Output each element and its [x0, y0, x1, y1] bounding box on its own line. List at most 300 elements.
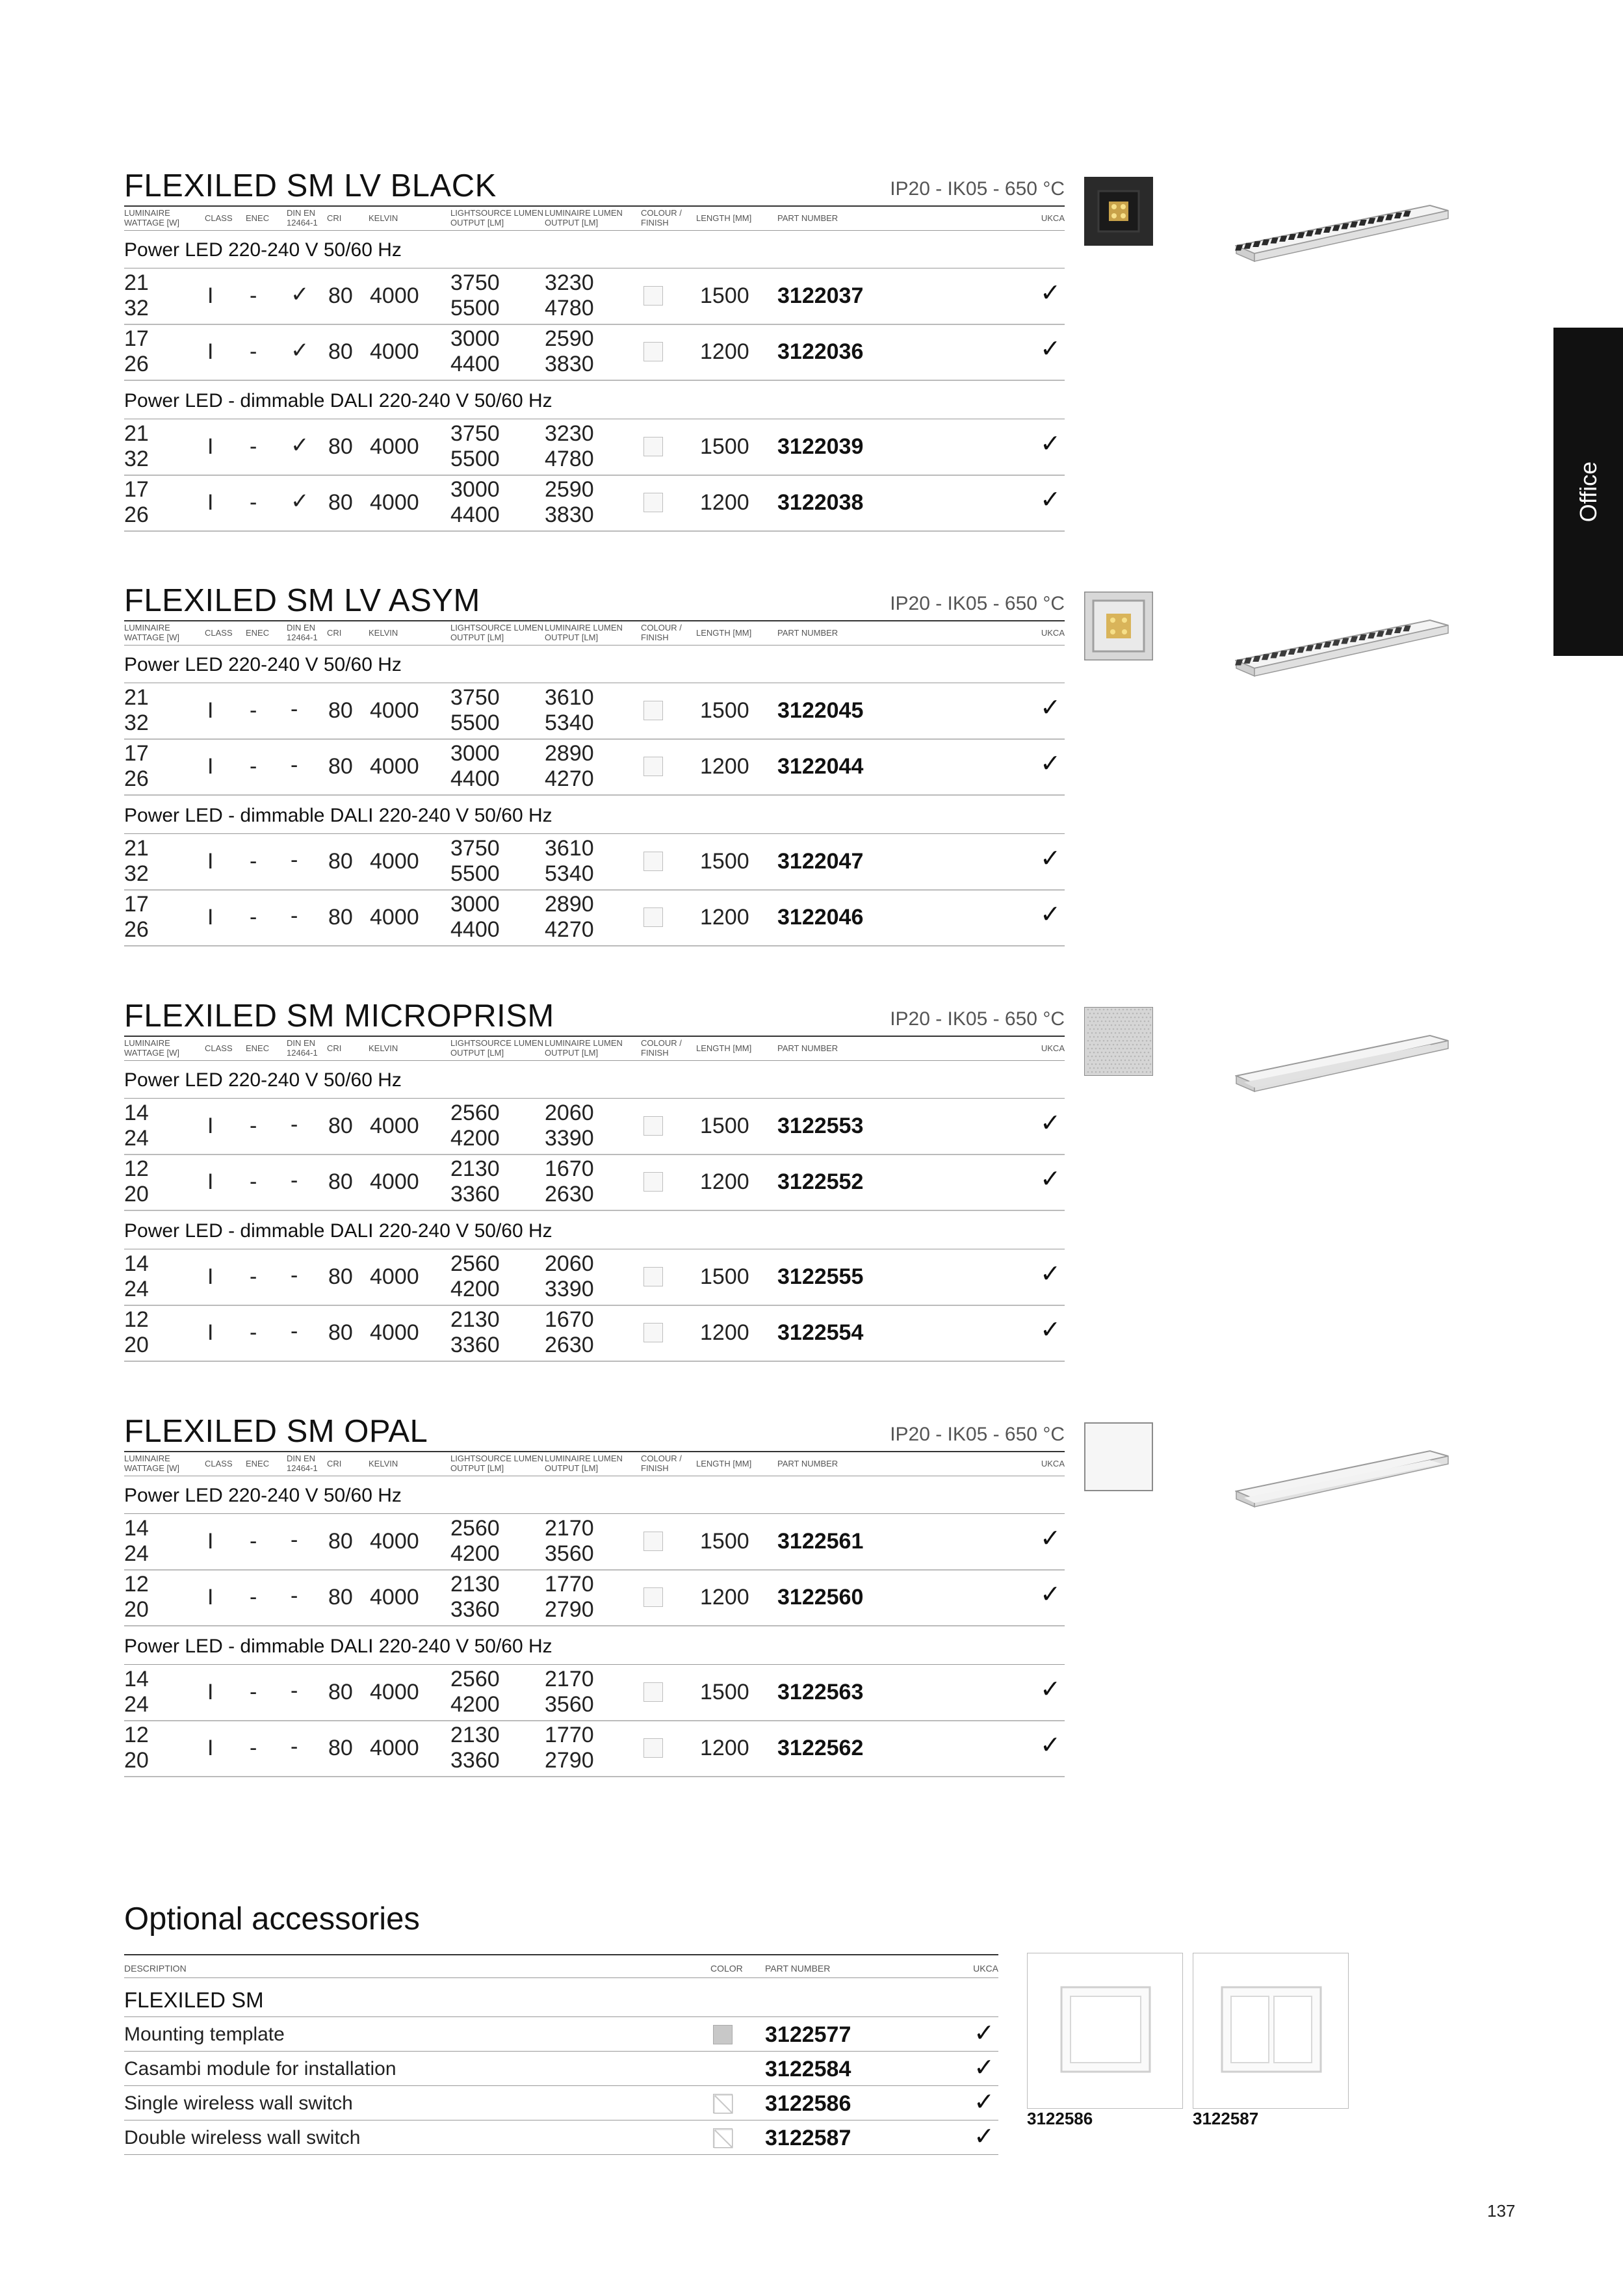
cri-value: 80	[328, 698, 353, 723]
luminaire-lumen-value: 2890	[545, 892, 594, 917]
accessory-part-number[interactable]: 3122587	[765, 2126, 851, 2150]
table-row	[124, 1665, 1065, 1721]
col-header-lum_lumen: LUMINAIRE LUMEN OUTPUT [LM]	[545, 208, 623, 228]
ukca-check: ✓	[1040, 1581, 1061, 1608]
ukca-check: ✓	[1040, 1732, 1061, 1759]
din-value: -	[291, 1319, 298, 1344]
length-value: 1200	[700, 1320, 749, 1345]
group-label: Power LED - dimmable DALI 220-240 V 50/60 Hz	[124, 1220, 552, 1242]
ukca-check: ✓	[974, 2089, 994, 2116]
cri-value: 80	[328, 283, 353, 308]
ukca-check: ✓	[1040, 335, 1061, 363]
double-switch-label: 3122587	[1193, 2109, 1259, 2128]
kelvin-value: 4000	[370, 1264, 419, 1289]
lightsource-lumen-value: 3750	[450, 836, 500, 861]
col-header-length: LENGTH [MM]	[696, 1459, 752, 1468]
wattage-value: 21	[124, 270, 149, 295]
kelvin-value: 4000	[370, 339, 419, 364]
length-value: 1500	[700, 283, 749, 308]
enec-value: -	[250, 849, 257, 874]
luminaire-lumen-value: 3390	[545, 1126, 594, 1151]
enec-value: -	[250, 1585, 257, 1610]
part-number[interactable]: 3122045	[777, 698, 864, 723]
finish-swatch	[643, 1323, 663, 1342]
length-value: 1200	[700, 754, 749, 779]
col-header-ukca: UKCA	[1041, 1043, 1065, 1053]
col-header-kelvin: KELVIN	[369, 628, 398, 638]
lightsource-lumen-value: 2560	[450, 1251, 500, 1276]
lightsource-lumen-value: 2130	[450, 1572, 500, 1597]
col-header-colour: COLOUR / FINISH	[641, 1038, 682, 1058]
table-row	[124, 420, 1065, 476]
table-row	[124, 269, 1065, 325]
ukca-check: ✓	[1040, 486, 1061, 514]
divider	[124, 1664, 1065, 1665]
divider	[124, 1954, 998, 1955]
lightsource-lumen-value: 4200	[450, 1126, 500, 1151]
enec-value: -	[250, 1114, 257, 1138]
cri-value: 80	[328, 1264, 353, 1289]
col-header-din: DIN EN 12464-1	[287, 208, 318, 228]
col-header-lum_lumen: LUMINAIRE LUMEN OUTPUT [LM]	[545, 623, 623, 642]
luminaire-lumen-value: 4270	[545, 766, 594, 791]
col-header-length: LENGTH [MM]	[696, 628, 752, 638]
section-title: FLEXILED SM MICROPRISM	[124, 998, 554, 1034]
part-number[interactable]: 3122044	[777, 754, 864, 779]
class-value: I	[207, 1114, 214, 1138]
luminaire-lumen-value: 3230	[545, 270, 594, 295]
din-value: -	[291, 1584, 298, 1608]
luminaire-icon	[1235, 1426, 1449, 1530]
wattage-value: 17	[124, 741, 149, 766]
cri-value: 80	[328, 434, 353, 459]
lightsource-lumen-value: 3360	[450, 1333, 500, 1357]
wattage-value: 21	[124, 421, 149, 446]
product-image	[1235, 1426, 1449, 1530]
length-value: 1200	[700, 490, 749, 515]
part-number[interactable]: 3122038	[777, 490, 864, 515]
wattage-value: 24	[124, 1277, 149, 1301]
length-value: 1500	[700, 1529, 749, 1554]
accessories-group-label: FLEXILED SM	[124, 1988, 264, 2012]
wattage-value: 17	[124, 477, 149, 502]
col-header-part-number: PART NUMBER	[765, 1963, 831, 1974]
col-header-part: PART NUMBER	[777, 628, 838, 638]
product-section	[124, 582, 1065, 985]
luminaire-icon	[1235, 1011, 1449, 1115]
wattage-value: 12	[124, 1572, 149, 1597]
wattage-value: 12	[124, 1723, 149, 1747]
finish-swatch	[643, 437, 663, 456]
wattage-value: 20	[124, 1182, 149, 1207]
group-label: Power LED - dimmable DALI 220-240 V 50/60 Hz	[124, 1636, 552, 1657]
enec-value: -	[250, 339, 257, 364]
luminaire-lumen-value: 1670	[545, 1156, 594, 1181]
din-value: -	[291, 1263, 298, 1288]
accessory-row	[124, 2120, 998, 2154]
col-header-ukca: UKCA	[1041, 1459, 1065, 1468]
enec-value: -	[250, 905, 257, 930]
table-row	[124, 1099, 1065, 1155]
col-header-class: CLASS	[205, 628, 233, 638]
table-row	[124, 325, 1065, 381]
enec-value: -	[250, 754, 257, 779]
col-header-kelvin: KELVIN	[369, 1459, 398, 1468]
table-row	[124, 1721, 1065, 1777]
col-header-cri: CRI	[327, 213, 342, 223]
wattage-value: 32	[124, 861, 149, 886]
divider	[124, 1977, 998, 1978]
wattage-value: 26	[124, 917, 149, 942]
part-number[interactable]: 3122555	[777, 1264, 864, 1289]
col-header-wattage: LUMINAIRE WATTAGE [W]	[124, 1454, 179, 1473]
wattage-value: 24	[124, 1541, 149, 1566]
lightsource-lumen-value: 3000	[450, 741, 500, 766]
lightsource-lumen-value: 3000	[450, 477, 500, 502]
luminaire-lumen-value: 2590	[545, 326, 594, 351]
class-value: I	[207, 754, 214, 779]
ukca-check: ✓	[974, 2123, 994, 2150]
finish-swatch	[643, 1738, 663, 1758]
part-number[interactable]: 3122560	[777, 1585, 864, 1610]
lightsource-lumen-value: 5500	[450, 447, 500, 471]
group-label: Power LED - dimmable DALI 220-240 V 50/60 Hz	[124, 805, 552, 826]
luminaire-lumen-value: 3230	[545, 421, 594, 446]
col-header-description: DESCRIPTION	[124, 1963, 187, 1974]
wattage-value: 32	[124, 296, 149, 320]
class-value: I	[207, 849, 214, 874]
section-tab-office[interactable]	[1553, 328, 1623, 656]
col-header-part: PART NUMBER	[777, 213, 838, 223]
table-row	[124, 891, 1065, 946]
part-number[interactable]: 3122552	[777, 1169, 864, 1194]
part-number[interactable]: 3122039	[777, 434, 864, 459]
ukca-check: ✓	[974, 2054, 994, 2081]
accessories-title: Optional accessories	[124, 1901, 420, 1937]
kelvin-value: 4000	[370, 1736, 419, 1760]
kelvin-value: 4000	[370, 849, 419, 874]
col-header-part: PART NUMBER	[777, 1459, 838, 1468]
class-value: I	[207, 434, 214, 459]
finish-swatch	[643, 1587, 663, 1607]
part-number[interactable]: 3122046	[777, 905, 864, 930]
cri-value: 80	[328, 1680, 353, 1704]
part-number[interactable]: 3122561	[777, 1529, 864, 1554]
col-header-class: CLASS	[205, 213, 233, 223]
accessory-description: Double wireless wall switch	[124, 2127, 361, 2148]
wattage-value: 32	[124, 711, 149, 735]
wattage-value: 14	[124, 1667, 149, 1691]
thumb-opal	[1084, 1422, 1153, 1491]
thumb-microprism	[1084, 1007, 1153, 1076]
lightsource-lumen-value: 3000	[450, 326, 500, 351]
enec-value: -	[250, 1320, 257, 1345]
kelvin-value: 4000	[370, 1320, 419, 1345]
accessory-part-number[interactable]: 3122586	[765, 2091, 851, 2116]
luminaire-lumen-value: 5340	[545, 711, 594, 735]
lightsource-lumen-value: 5500	[450, 711, 500, 735]
length-value: 1200	[700, 339, 749, 364]
finish-swatch	[643, 852, 663, 871]
lightsource-lumen-value: 4400	[450, 917, 500, 942]
lightsource-lumen-value: 2130	[450, 1723, 500, 1747]
col-header-wattage: LUMINAIRE WATTAGE [W]	[124, 1038, 179, 1058]
lightsource-lumen-value: 3000	[450, 892, 500, 917]
group-label: Power LED 220-240 V 50/60 Hz	[124, 1069, 402, 1091]
wattage-value: 24	[124, 1126, 149, 1151]
class-value: I	[207, 1169, 214, 1194]
cri-value: 80	[328, 1529, 353, 1554]
luminaire-lumen-value: 1770	[545, 1723, 594, 1747]
table-row	[124, 476, 1065, 532]
din-value: ✓	[291, 338, 309, 363]
double-switch-image	[1193, 1953, 1349, 2109]
din-value: -	[291, 1168, 298, 1193]
luminaire-lumen-value: 2630	[545, 1182, 594, 1207]
finish-swatch	[643, 1116, 663, 1136]
wattage-value: 14	[124, 1516, 149, 1541]
col-header-enec: ENEC	[246, 628, 270, 638]
kelvin-value: 4000	[370, 698, 419, 723]
divider	[124, 645, 1065, 646]
din-value: ✓	[291, 433, 309, 458]
class-value: I	[207, 1264, 214, 1289]
color-swatch-white	[713, 2094, 733, 2113]
ukca-check: ✓	[1040, 1525, 1061, 1552]
length-value: 1500	[700, 1114, 749, 1138]
wattage-value: 12	[124, 1307, 149, 1332]
ukca-check: ✓	[1040, 1676, 1061, 1703]
color-swatch-grey	[713, 2025, 733, 2044]
rating-label: IP20 - IK05 - 650 °C	[890, 178, 1065, 200]
section-tab-label: Office	[1574, 461, 1602, 523]
din-value: -	[291, 1528, 298, 1552]
din-value: -	[291, 848, 298, 872]
single-switch-label: 3122586	[1027, 2109, 1093, 2128]
din-value: -	[291, 1678, 298, 1703]
thumb-black	[1084, 177, 1153, 246]
col-header-colour: COLOUR / FINISH	[641, 1454, 682, 1473]
finish-black-icon	[1084, 177, 1153, 246]
wattage-value: 21	[124, 685, 149, 710]
wattage-value: 14	[124, 1101, 149, 1125]
ukca-check: ✓	[1040, 901, 1061, 928]
luminaire-lumen-value: 4780	[545, 447, 594, 471]
kelvin-value: 4000	[370, 434, 419, 459]
ukca-check: ✓	[1040, 1316, 1061, 1344]
col-header-ls_lumen: LIGHTSOURCE LUMEN OUTPUT [LM]	[450, 208, 544, 228]
ukca-check: ✓	[1040, 750, 1061, 777]
table-row	[124, 1250, 1065, 1306]
lightsource-lumen-value: 4200	[450, 1541, 500, 1566]
luminaire-lumen-value: 2790	[545, 1748, 594, 1773]
col-header-class: CLASS	[205, 1043, 233, 1053]
table-row	[124, 1571, 1065, 1626]
lightsource-lumen-value: 5500	[450, 296, 500, 320]
col-header-kelvin: KELVIN	[369, 1043, 398, 1053]
enec-value: -	[250, 1736, 257, 1760]
enec-value: -	[250, 1169, 257, 1194]
col-header-din: DIN EN 12464-1	[287, 1454, 318, 1473]
divider	[124, 2154, 998, 2155]
cri-value: 80	[328, 1169, 353, 1194]
wattage-value: 17	[124, 326, 149, 351]
class-value: I	[207, 339, 214, 364]
wattage-value: 21	[124, 836, 149, 861]
table-row	[124, 740, 1065, 796]
divider	[124, 1060, 1065, 1061]
enec-value: -	[250, 434, 257, 459]
table-row	[124, 1155, 1065, 1211]
cri-value: 80	[328, 1585, 353, 1610]
finish-microprism-icon	[1084, 1007, 1153, 1076]
lightsource-lumen-value: 2130	[450, 1307, 500, 1332]
accessory-description: Casambi module for installation	[124, 2058, 396, 2080]
lightsource-lumen-value: 2130	[450, 1156, 500, 1181]
luminaire-lumen-value: 2170	[545, 1667, 594, 1691]
din-value: ✓	[291, 282, 309, 307]
cri-value: 80	[328, 754, 353, 779]
single-switch-icon	[1028, 1953, 1184, 2109]
color-swatch-white	[713, 2128, 733, 2148]
din-value: ✓	[291, 489, 309, 514]
cri-value: 80	[328, 849, 353, 874]
class-value: I	[207, 1585, 214, 1610]
luminaire-lumen-value: 3390	[545, 1277, 594, 1301]
product-image	[1235, 1011, 1449, 1115]
finish-swatch	[643, 907, 663, 927]
col-header-cri: CRI	[327, 628, 342, 638]
kelvin-value: 4000	[370, 754, 419, 779]
length-value: 1200	[700, 1736, 749, 1760]
din-value: -	[291, 697, 298, 722]
part-number[interactable]: 3122563	[777, 1680, 864, 1704]
class-value: I	[207, 1680, 214, 1704]
din-value: -	[291, 1734, 298, 1759]
luminaire-lumen-value: 3560	[545, 1692, 594, 1717]
col-header-part: PART NUMBER	[777, 1043, 838, 1053]
luminaire-lumen-value: 2890	[545, 741, 594, 766]
accessory-description: Mounting template	[124, 2024, 285, 2045]
luminaire-icon	[1235, 181, 1449, 285]
col-header-ls_lumen: LIGHTSOURCE LUMEN OUTPUT [LM]	[450, 1454, 544, 1473]
lightsource-lumen-value: 4200	[450, 1692, 500, 1717]
lightsource-lumen-value: 3750	[450, 421, 500, 446]
ukca-check: ✓	[1040, 430, 1061, 458]
wattage-value: 17	[124, 892, 149, 917]
finish-swatch	[643, 701, 663, 720]
divider	[124, 230, 1065, 231]
col-header-colour: COLOUR / FINISH	[641, 623, 682, 642]
class-value: I	[207, 283, 214, 308]
luminaire-lumen-value: 3610	[545, 685, 594, 710]
part-number[interactable]: 3122047	[777, 849, 864, 874]
col-header-length: LENGTH [MM]	[696, 213, 752, 223]
lightsource-lumen-value: 3360	[450, 1597, 500, 1622]
wattage-value: 24	[124, 1692, 149, 1717]
page-number: 137	[1487, 2201, 1516, 2221]
col-header-enec: ENEC	[246, 1459, 270, 1468]
kelvin-value: 4000	[370, 905, 419, 930]
lightsource-lumen-value: 2560	[450, 1516, 500, 1541]
enec-value: -	[250, 1529, 257, 1554]
col-header-ukca: UKCA	[973, 1963, 998, 1974]
col-header-cri: CRI	[327, 1043, 342, 1053]
table-row	[124, 835, 1065, 891]
col-header-ls_lumen: LIGHTSOURCE LUMEN OUTPUT [LM]	[450, 623, 544, 642]
luminaire-lumen-value: 4270	[545, 917, 594, 942]
cri-value: 80	[328, 490, 353, 515]
divider	[124, 620, 1065, 621]
accessory-part-number[interactable]: 3122584	[765, 2057, 851, 2081]
wattage-value: 12	[124, 1156, 149, 1181]
lightsource-lumen-value: 4400	[450, 766, 500, 791]
product-image	[1235, 595, 1449, 699]
col-header-wattage: LUMINAIRE WATTAGE [W]	[124, 623, 179, 642]
divider	[124, 833, 1065, 834]
lightsource-lumen-value: 4400	[450, 502, 500, 527]
col-header-lum_lumen: LUMINAIRE LUMEN OUTPUT [LM]	[545, 1454, 623, 1473]
wattage-value: 26	[124, 352, 149, 376]
lightsource-lumen-value: 3360	[450, 1748, 500, 1773]
section-title: FLEXILED SM OPAL	[124, 1414, 428, 1449]
ukca-check: ✓	[1040, 1260, 1061, 1288]
accessory-row	[124, 2016, 998, 2051]
divider	[124, 1513, 1065, 1514]
kelvin-value: 4000	[370, 283, 419, 308]
kelvin-value: 4000	[370, 1585, 419, 1610]
wattage-value: 26	[124, 502, 149, 527]
length-value: 1500	[700, 849, 749, 874]
product-image	[1235, 181, 1449, 285]
length-value: 1500	[700, 1264, 749, 1289]
din-value: -	[291, 904, 298, 928]
ukca-check: ✓	[1040, 280, 1061, 307]
din-value: -	[291, 753, 298, 777]
accessory-part-number[interactable]: 3122577	[765, 2022, 851, 2047]
class-value: I	[207, 698, 214, 723]
lightsource-lumen-value: 3750	[450, 685, 500, 710]
luminaire-lumen-value: 1770	[545, 1572, 594, 1597]
enec-value: -	[250, 490, 257, 515]
part-number[interactable]: 3122554	[777, 1320, 864, 1345]
luminaire-lumen-value: 2790	[545, 1597, 594, 1622]
luminaire-lumen-value: 5340	[545, 861, 594, 886]
lightsource-lumen-value: 5500	[450, 861, 500, 886]
double-switch-icon	[1193, 1953, 1349, 2109]
part-number[interactable]: 3122562	[777, 1736, 864, 1760]
part-number[interactable]: 3122036	[777, 339, 864, 364]
part-number[interactable]: 3122553	[777, 1114, 864, 1138]
ukca-check: ✓	[974, 2020, 994, 2047]
col-header-din: DIN EN 12464-1	[287, 1038, 318, 1058]
finish-swatch	[643, 1267, 663, 1286]
part-number[interactable]: 3122037	[777, 283, 864, 308]
finish-swatch	[643, 1532, 663, 1551]
finish-swatch	[643, 1682, 663, 1702]
wattage-value: 20	[124, 1748, 149, 1773]
col-header-cri: CRI	[327, 1459, 342, 1468]
rating-label: IP20 - IK05 - 650 °C	[890, 1008, 1065, 1030]
group-label: Power LED 220-240 V 50/60 Hz	[124, 654, 402, 675]
finish-swatch	[643, 342, 663, 361]
length-value: 1200	[700, 905, 749, 930]
accessory-description: Single wireless wall switch	[124, 2093, 353, 2114]
luminaire-lumen-value: 2060	[545, 1251, 594, 1276]
product-section	[124, 168, 1065, 571]
finish-swatch	[643, 757, 663, 776]
section-title: FLEXILED SM LV ASYM	[124, 583, 480, 618]
